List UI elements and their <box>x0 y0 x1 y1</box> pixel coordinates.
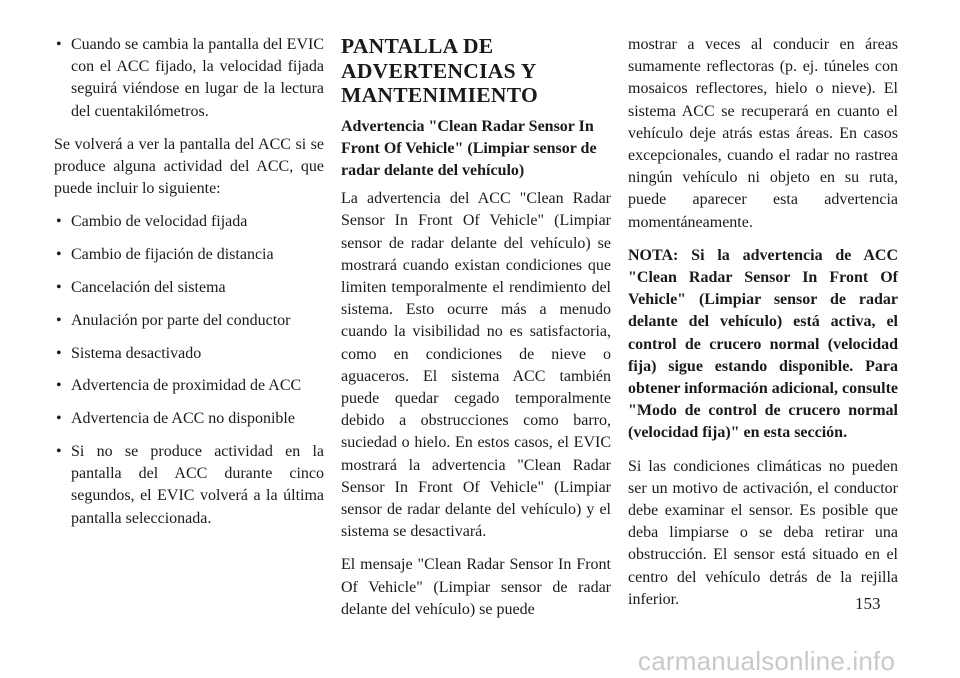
body-paragraph: Se volverá a ver la pantalla del ACC si se produce alguna actividad del ACC, que puede incluir lo siguiente: <box>54 135 324 198</box>
column-left <box>54 34 324 540</box>
list-item: • Sistema desactivado <box>54 343 324 365</box>
activity-list <box>54 211 324 529</box>
list-item: • Advertencia de ACC no disponible <box>54 408 324 430</box>
body-paragraph: El mensaje "Clean Radar Sensor In Front Of Vehicle" (Limpiar sensor de radar delante del vehículo) se puede <box>341 556 611 618</box>
intro-list <box>54 34 324 123</box>
list-item: • Cambio de velocidad fijada <box>54 211 324 233</box>
body-paragraph: Si las condiciones climáticas no pueden ser un motivo de activación, el conductor debe examinar el sensor. Es posible que deba limpiarse o se deba retirar una obstrucción. El sensor está situado en el centro del vehículo detrás de la rejilla inferior. <box>628 457 898 608</box>
column-right <box>628 34 898 611</box>
subsection-heading: Advertencia "Clean Radar Sensor In Front Of Vehicle" (Limpiar sensor de radar delante del vehículo) <box>341 117 597 179</box>
column-middle <box>341 34 611 621</box>
body-paragraph: La advertencia del ACC "Clean Radar Sensor In Front Of Vehicle" (Limpiar sensor de radar delante del vehículo) se mostrará cuando existan condiciones que limiten temporalmente el rendimiento del sistema. Esto ocurre más a menudo cuando la visibilidad no es satisfactoria, como en condiciones de nieve o aguaceros. El sistema ACC también puede quedar cegado temporalmente debido a obstrucciones como barro, suciedad o hielo. En estos casos, el EVIC mostrará la advertencia "Clean Radar Sensor In Front Of Vehicle" (Limpiar sensor de radar delante del vehículo) y el sistema se desactivará. <box>341 190 611 541</box>
body-paragraph: mostrar a veces al conducir en áreas sumamente reflectoras (p. ej. túneles con mosaicos reflectores, hielo o nieve). El sistema ACC se recuperará en cuanto el vehículo deje atrás estas áreas. En casos excepcionales, cuando el radar no rastrea ningún vehículo ni objeto en su ruta, puede aparecer esta advertencia momentáneamente. <box>628 36 898 231</box>
list-item: • Si no se produce actividad en la pantalla del ACC durante cinco segundos, el EVIC volverá a la última pantalla seleccionada. <box>54 441 324 530</box>
list-item: • Advertencia de proximidad de ACC <box>54 375 324 397</box>
section-heading: PANTALLA DE ADVERTENCIAS Y MANTENIMIENTO <box>341 34 539 107</box>
page-number: 153 <box>855 594 881 613</box>
list-item: • Cambio de fijación de distancia <box>54 244 324 266</box>
list-item: • Cancelación del sistema <box>54 277 324 299</box>
note-paragraph: NOTA: Si la advertencia de ACC "Clean Radar Sensor In Front Of Vehicle" (Limpiar sensor de radar delante del vehículo) está activa, el control de crucero normal (velocidad fija) sigue estando disponible. Para obtener información adicional, consulte "Modo de control de crucero normal (velocidad fija)" en esta sección. <box>628 246 898 442</box>
list-item: • Cuando se cambia la pantalla del EVIC con el ACC fijado, la velocidad fijada seguirá viéndose en lugar de la lectura del cuentakilómetros. <box>54 34 324 123</box>
watermark: carmanualsonline.info <box>638 646 896 676</box>
list-item: • Anulación por parte del conductor <box>54 310 324 332</box>
